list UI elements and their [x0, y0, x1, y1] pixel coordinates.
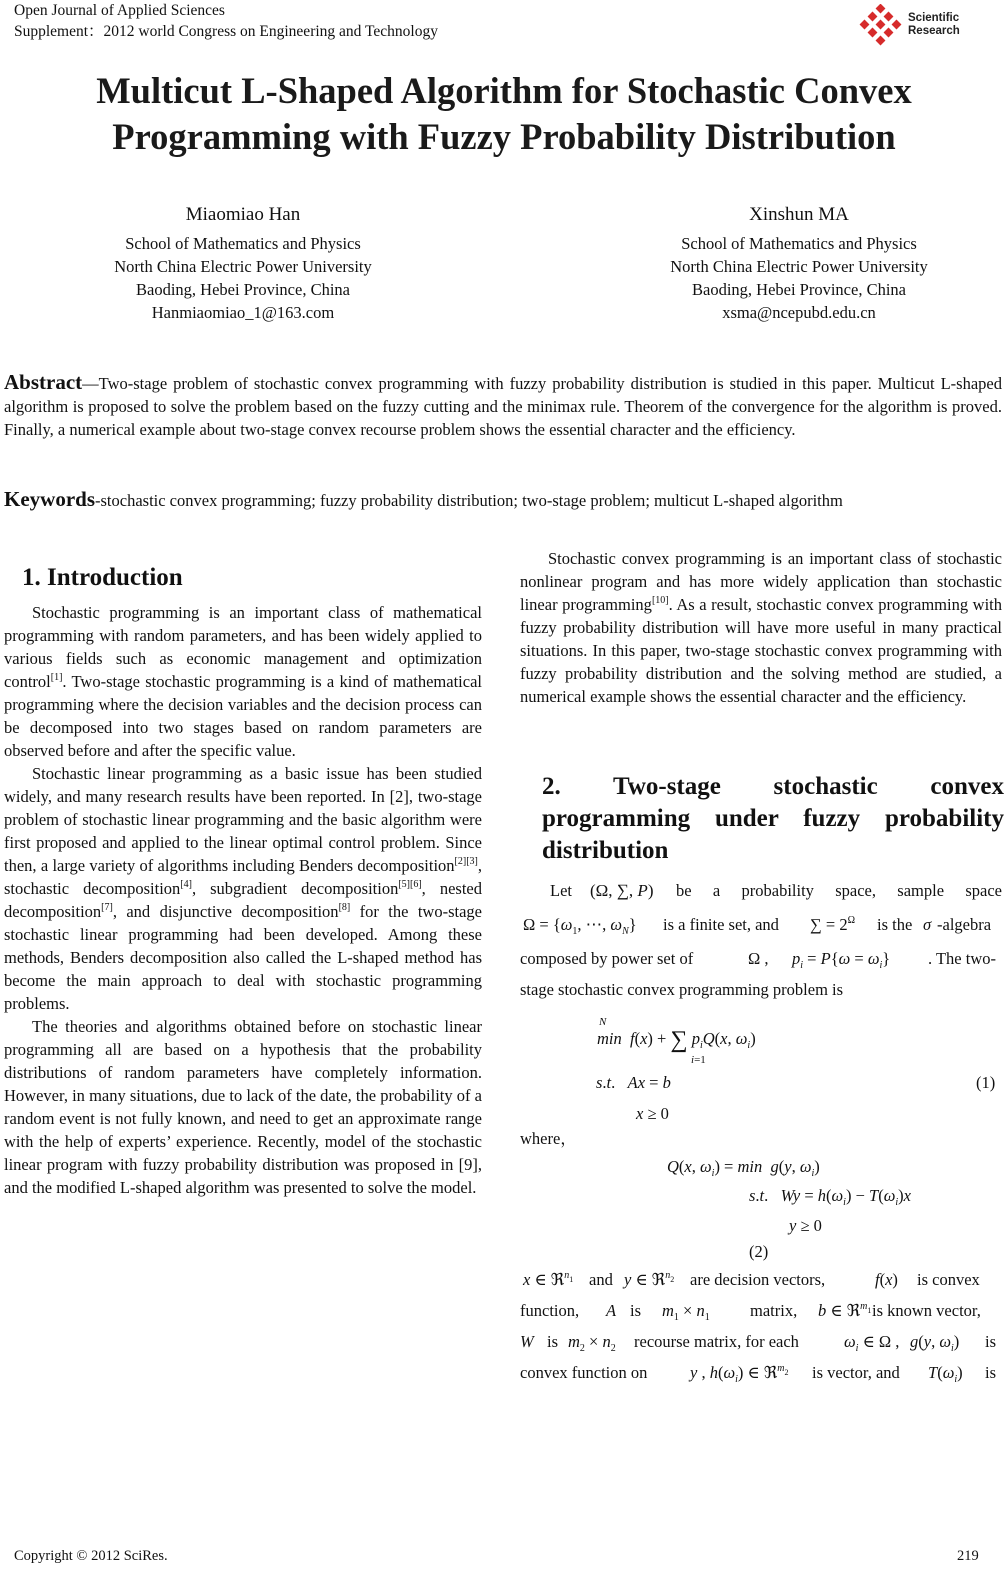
- omega-symbol: Ω ,: [748, 949, 769, 968]
- text-is-3: is: [985, 1332, 997, 1351]
- section-2-heading: [542, 771, 1004, 867]
- journal-header: [14, 0, 438, 42]
- omega-i-domain: $\omega_i$ ∈ Ω ,: [844, 1332, 900, 1354]
- citation: [10]: [651, 595, 669, 606]
- text-the-two: . The two-: [928, 949, 996, 968]
- author-univ: North China Electric Power University: [670, 257, 928, 276]
- equation-2-nonneg: y ≥ 0: [789, 1216, 822, 1235]
- author-name: Miaomiao Han: [185, 204, 301, 225]
- sum-lower-limit: i=1: [691, 1054, 706, 1066]
- journal-name: Open Journal of Applied Sciences: [14, 2, 225, 19]
- citation: [5][6]: [398, 879, 422, 890]
- section-2-line-1: 2. Two-stage stochastic convex: [542, 773, 1004, 800]
- keywords-label: Keywords: [4, 487, 95, 511]
- journal-supplement: Supplement：2012 world Congress on Engineering and Technology: [14, 23, 438, 40]
- author-univ: North China Electric Power University: [114, 257, 372, 276]
- title-line-1: Multicut L-Shaped Algorithm for Stochastic Convex: [96, 70, 912, 111]
- author-block-1: [53, 203, 433, 324]
- sample-space-formula: $\Omega = \{\omega_1$, ⋯, $\omega_N$}: [523, 915, 637, 937]
- text-is: is: [630, 1301, 642, 1320]
- equation-1-objective: min f(x) + ∑ $p_iQ(x$, $\omega_i$): [597, 1027, 756, 1053]
- scientific-research-logo: [858, 4, 970, 48]
- text-is-the: is the: [877, 915, 913, 934]
- page-number: 219: [957, 1548, 979, 1564]
- probability-space-formula: (Ω, ∑, P): [590, 881, 654, 900]
- section-2-line-2: programming under fuzzy probability: [542, 805, 1004, 832]
- fx-symbol: f(x): [875, 1270, 898, 1289]
- g-formula: g(y, $\omega_i$): [910, 1332, 960, 1354]
- intro-paragraph-1: Stochastic programming is an important class of mathematical programming with random parameters, and has been widely applied to various fields such as economic management and optimization control[1]. Two-stage stochastic programming is a kind of mathematical programming where the decision variables and the decision process can be decomposed into two stages based on random parameters are observed before and after the specific value.: [4, 603, 482, 760]
- W-symbol: W: [520, 1332, 534, 1351]
- author-city: Baoding, Hebei Province, China: [691, 280, 906, 299]
- footer-copyright: Copyright © 2012 SciRes.: [14, 1548, 168, 1564]
- text-decision-vectors: are decision vectors,: [690, 1270, 826, 1289]
- author-city: Baoding, Hebei Province, China: [135, 280, 350, 299]
- author-dept: School of Mathematics and Physics: [681, 234, 917, 253]
- text-stage: stage stochastic convex programming problem is: [520, 980, 844, 999]
- sigma-formula: ∑ = $2^\Omega$: [810, 915, 856, 934]
- author-email: xsma@ncepubd.edu.cn: [722, 303, 876, 322]
- citation: [2][3]: [454, 856, 478, 867]
- A-symbol: A: [606, 1301, 617, 1320]
- equation-1-nonneg: x ≥ 0: [636, 1104, 669, 1123]
- pi-formula: $p_i = P\{\omega = \omega_i\}$: [792, 949, 891, 971]
- sum-upper-limit: N: [599, 1016, 607, 1028]
- title-line-2: Programming with Fuzzy Probability Distribution: [112, 116, 896, 157]
- text-and: and: [589, 1270, 613, 1289]
- text-known-vector: is known vector,: [872, 1301, 981, 1320]
- citation: [8]: [338, 902, 351, 913]
- intro-paragraph-2: Stochastic linear programming as a basic issue has been studied widely, and many research results have been reported. In [2], two-stage problem of stochastic linear programming and the basic algorithm were first proposed and applied to the linear optimal control problem. Since then, a large variety of algorithms including Benders decomposition[2][3], stochastic decomposition[4], subgradient decomposition[5][6], nested decomposition[7], and disjunctive decomposition[8] for the two-stage stochastic linear programming had been developed. Among these methods, Benders decomposition also called the L-shaped method has become the main approach to deal with stochastic programming problems.: [4, 764, 482, 1013]
- text-convex-function: convex function on: [520, 1363, 648, 1382]
- sigma-symbol: σ: [923, 915, 932, 934]
- equation-1-constraint: s.t. Ax = b: [596, 1073, 671, 1092]
- intro-paragraph-4: Stochastic convex programming is an important class of stochastic nonlinear program and has more widely application than stochastic linear programming[10]. As a result, stochastic convex programming with fuzzy probability distribution will have more useful in many practical situations. In this paper, two-stage stochastic convex programming with fuzzy probability distribution and the solving method are studied, a numerical example shows the essential character and the efficiency.: [520, 549, 1002, 706]
- right-column-intro: [520, 547, 1002, 708]
- text-line-sample: be a probability space, sample space: [676, 881, 1002, 900]
- equation-1-number: (1): [976, 1073, 996, 1092]
- citation: [1]: [50, 672, 63, 683]
- text-is-end: is: [985, 1363, 997, 1382]
- text-finite-set: is a finite set, and: [663, 915, 779, 934]
- m2n2-formula: $m_2 \times n_2$: [568, 1332, 616, 1354]
- author-name: Xinshun MA: [749, 204, 849, 225]
- h-domain: y , $h(\omega_i)$ ∈ ℜ$^{m_2}$: [690, 1363, 789, 1385]
- text-recourse: recourse matrix, for each: [634, 1332, 799, 1351]
- author-dept: School of Mathematics and Physics: [125, 234, 361, 253]
- text-matrix: matrix,: [750, 1301, 798, 1320]
- keywords: [4, 488, 1002, 512]
- equation-2-constraint: s.t. $Wy = h(\omega_i) - T(\omega_i)x$: [749, 1186, 911, 1208]
- author-block-2: [609, 203, 989, 324]
- abstract: [4, 371, 1002, 441]
- logo-text: Scientific Research: [908, 12, 960, 37]
- intro-paragraph-3: The theories and algorithms obtained before on stochastic linear programming all are based on a hypothesis that the probability distributions of random parameters have completely information. However, in many situations, due to lack of the date, the probability of a random event is not fully known, and need to get an approximate range with the help of experts’ experience. Recently, model of the stochastic linear program with fuzzy probability distribution was proposed in [9], and the modified L-shaped algorithm was presented to solve the model.: [4, 1017, 482, 1197]
- abstract-label: Abstract: [4, 370, 83, 394]
- section-2-line-3: distribution: [542, 837, 669, 864]
- text-vector-and: is vector, and: [812, 1363, 900, 1382]
- text-is-convex: is convex: [917, 1270, 980, 1289]
- b-domain: b ∈ ℜ$^{m_1}$: [818, 1301, 872, 1320]
- m1n1-formula: $m_1 \times n_1$: [662, 1301, 710, 1323]
- y-domain: y ∈ ℜ$^{n_2}$: [624, 1270, 675, 1289]
- x-domain: x ∈ ℜ$^{n_1}$: [523, 1270, 574, 1289]
- T-formula: $T(\omega_i)$: [928, 1363, 963, 1385]
- logo-mark-icon: [858, 4, 904, 48]
- citation: [4]: [180, 879, 192, 890]
- left-column: [4, 601, 482, 1199]
- equation-2-number: (2): [749, 1242, 769, 1261]
- section-1-heading: 1. Introduction: [22, 564, 183, 591]
- text-line-let: Let: [550, 881, 572, 900]
- equation-2-objective: Q(x, $\omega_i) = \min g(y$, $\omega_i$): [667, 1157, 820, 1179]
- keywords-text: -stochastic convex programming; fuzzy probability distribution; two-stage problem; multicut L-shaped algorithm: [95, 491, 843, 510]
- abstract-text: —Two-stage problem of stochastic convex programming with fuzzy probability distribution is studied in this paper. Multicut L-shaped algorithm is proposed to solve the problem based on the fuzzy cutting and the minimax rule. Theorem of the convergence for the algorithm is proved. Finally, a numerical example about two-stage convex recourse problem shows the essential character and the efficiency.: [4, 374, 1002, 439]
- text-where: where，: [520, 1129, 577, 1148]
- text-is-2: is: [547, 1332, 559, 1351]
- text-function: function,: [520, 1301, 580, 1320]
- citation: [7]: [101, 902, 113, 913]
- paper-title: [0, 68, 1008, 160]
- text-composed: composed by power set of: [520, 949, 694, 968]
- text-algebra: -algebra: [937, 915, 992, 934]
- author-email: Hanmiaomiao_1@163.com: [151, 303, 335, 322]
